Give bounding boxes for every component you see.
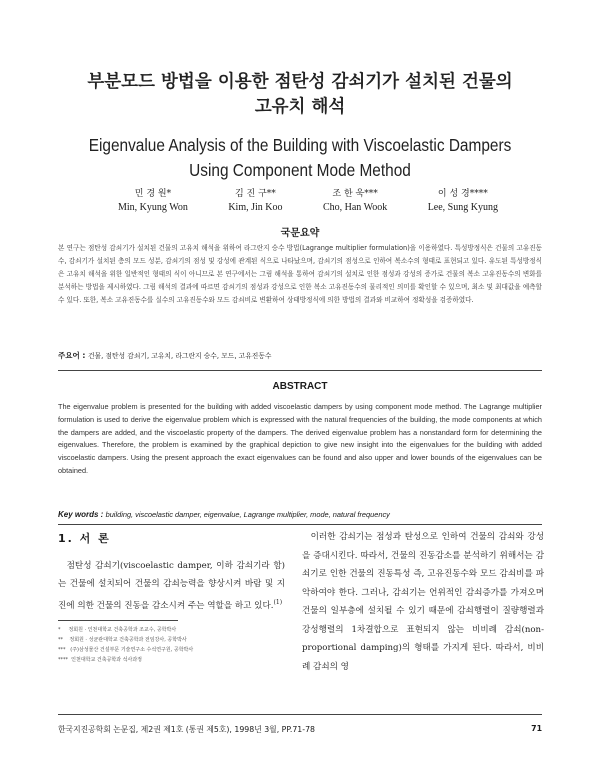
journal-citation: 한국지진공학회 논문집, 제2권 제1호 (통권 제5호), 1998년 3월, PP.71-78 [58, 725, 315, 734]
footnotes [58, 625, 288, 665]
title-ko-line1: 부분모드 방법을 이용한 점탄성 감쇠기가 설치된 건물의 [87, 72, 513, 92]
divider [58, 370, 542, 371]
body-paragraph [58, 557, 285, 615]
keywords-en-text: building, viscoelastic damper, eigenvalue, Lagrange multiplier, mode, natural frequency [105, 510, 390, 519]
title-en-line1: Eigenvalue Analysis of the Building with Viscoelastic Dampers [88, 135, 512, 155]
author [428, 188, 498, 214]
author-name-en: Lee, Sung Kyung [427, 202, 498, 213]
section-heading: 1. 서 론 [58, 532, 111, 545]
reference-marker: (1) [273, 598, 283, 606]
author [323, 188, 387, 214]
author-name-en: Min, Kyung Won [118, 202, 188, 213]
footnote: ** 정회원 · 성균관대학교 건축공학과 전임강사, 공학박사 [58, 637, 187, 643]
body-column-right [302, 528, 544, 676]
author-name-en: Cho, Han Wook [322, 202, 388, 213]
title-en-line2: Using Component Mode Method [189, 160, 411, 180]
author-name-ko: 김 진 구** [234, 189, 276, 199]
abstract-ko-heading: 국문요약 [280, 228, 320, 239]
abstract-en-body: The eigenvalue problem is presented for the building with added viscoelastic dampers by using component mode method. The Lagrange multiplier formulation is used to derive the eigenvalue problem which is expressed with the natural frequencies of the building, the mode components at which the dampers are added, and the viscoelastic property of the dampers. The derived eigenvalue problem has a nonstandard form for determining the eigenvalues. Therefore, the problem is examined by the graphical depiction to give new insight into the eigenvalues for the building with added viscoelastic dampers. Using the present approach the exact eigenvalues can be found and also upper and lower bounds of the eigenvalues can be obtained. [58, 402, 542, 475]
page-number: 71 [531, 724, 542, 733]
author-name-en: Kim, Jin Koo [228, 202, 283, 213]
paragraph-text: 점탄성 감쇠기(viscoelastic damper, 이하 감쇠기라 함)는 건물에 설치되어 건물의 감쇠능력을 향상시켜 바람 및 지진에 의한 건물의 진동을 감소시켜 주는 역할을 하고 있다. [58, 561, 285, 611]
author-name-ko: 민 경 원* [134, 189, 172, 199]
paper-title-korean [40, 70, 560, 120]
keywords-en-label: Key words : [58, 510, 106, 519]
title-ko-line2: 고유치 해석 [254, 97, 346, 117]
author [228, 188, 282, 214]
paper-title-english [62, 133, 537, 183]
page-footer [58, 724, 542, 735]
body-column-left [58, 557, 285, 615]
footer-divider [58, 714, 542, 715]
body-paragraph: 이러한 감쇠기는 점성과 탄성으로 인하여 건물의 감쇠와 강성을 증대시킨다. 따라서, 건물의 진동감소를 분석하기 위해서는 감쇠기로 인한 건물의 진동특성 즉, 고유진동수와 모드 감쇠비를 파악하여야 한다. 그러나, 감쇠기는 언위적인 감쇠증가를 가져오며 건물의 일부층에 설치될 수 있기 때문에 감쇠행렬이 질량행렬과 강성행렬의 1차결합으로 표현되지 않는 비비례 감쇠(non-proportional damping)의 형태를 가지게 된다. 따라서, 비비례 감쇠의 영 [302, 532, 544, 672]
author-list [118, 188, 498, 214]
keywords-en [58, 510, 542, 519]
keywords-ko-text: 건물, 점탄성 감쇠기, 고유치, 라그란지 승수, 모드, 고유진동수 [87, 352, 272, 360]
footnote-divider [58, 620, 178, 621]
author-name-ko: 조 한 욱*** [332, 189, 378, 199]
keywords-ko [58, 350, 542, 361]
author-name-ko: 이 성 경**** [437, 189, 488, 199]
footnote: *** (주)삼성물산 건설부문 기술연구소 수석연구원, 공학박사 [58, 647, 194, 653]
abstract-ko-body: 본 연구는 점탄성 감쇠기가 설치된 건물의 고유치 해석을 위하여 라그란지 승수 방법(Lagrange multiplier formulation)을 이용하였다. 특성방정식은 건물의 고유진동수, 감쇠기가 설치된 층의 모드 성분, 감쇠기의 점성 및 강성에 관계된 식으로 나타났으며, 감쇠기의 점성으로 인하여 복소수의 형태로 표현되고 있다. 유도된 특성방정식은 고유치 해석을 위한 일반적인 형태의 식이 아니므로 본 연구에서는 그림 해석을 통하여 감쇠기의 설치로 인한 점성과 강성의 증가로 건물의 복소 고유진동수의 변화를 분석하는 방법을 제시하였다. 그림 해석의 결과에 따르면 감쇠기의 점성과 강성으로 인한 복소 고유진동수의 물리적인 의미를 확인할 수 있으며, 최소 및 최대값을 예측할 수 있다. 또한, 복소 고유진동수를 실수의 고유진동수와 모드 감쇠비로 변환하여 상태방정식에 의한 방법의 결과와 비교하여 정확성을 검증하였다. [58, 244, 542, 305]
footnote: **** 인천대학교 건축공학과 석사과정 [58, 657, 142, 663]
author [118, 188, 188, 214]
abstract-en-heading: ABSTRACT [272, 381, 328, 392]
keywords-ko-label: 주요어 : [58, 351, 88, 360]
divider [58, 524, 542, 525]
footnote: * 정회원 · 인천대학교 건축공학과 조교수, 공학박사 [58, 627, 177, 633]
